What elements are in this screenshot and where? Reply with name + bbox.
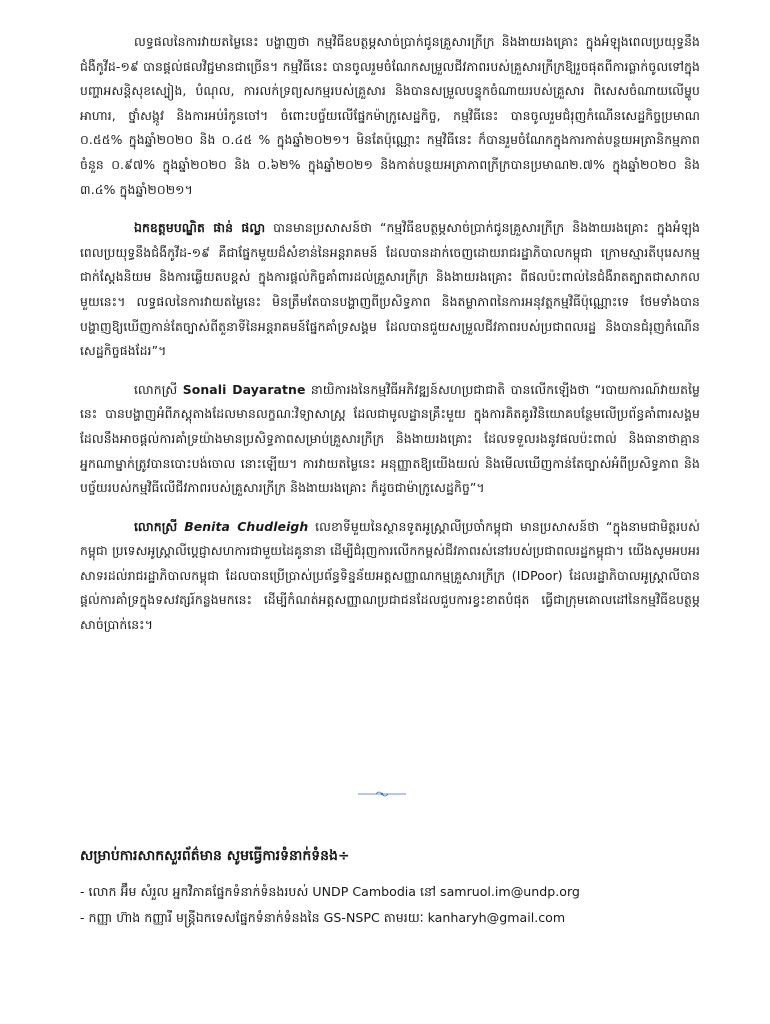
contact-section [80, 845, 720, 933]
speaker-name-undp: Sonali Dayaratne [182, 381, 306, 397]
paragraph-minister-quote [80, 216, 700, 364]
press-release-body [80, 30, 700, 652]
paragraph-evaluation-results [80, 30, 700, 202]
speaker-name-australia: Benita Chudleigh [184, 518, 309, 534]
paragraph-text: នាយិការងនៃកម្មវិធីអភិវឌ្ឍន៍សហប្រជាជាតិ បានលើកឡើងថា “របាយការណ៍វាយតម្លៃនេះ បានបង្ហាញអំពីភស្តុតាងដែលមានលក្ខណៈវិទ្យាសាស្ត្រ ដែលជាមូលដ្ឋានគ្រឹះមួយ ក្នុងការគិតគូរវិនិយោគបន្ថែមលើប្រព័ន្ធគាំពារសង្គម ដែលនឹងអាចផ្តល់ការគាំទ្រយ៉ាងមានប្រសិទ្ធភាពសម្រាប់គ្រួសារក្រីក្រ និងងាយរងគ្រោះ ដែលទទួលរងនូវផលប៉ះពាល់ និងធានាថាគ្មានអ្នកណាម្នាក់ត្រូវបានបោះបង់ចោល នោះឡើយ។ ការវាយតម្លៃនេះ អនុញ្ញាតឱ្យយើងយល់ និងមើលឃើញកាន់តែច្បាស់អំពីប្រសិទ្ធភាព និងបច្ច័យរបស់កម្មវិធីលើជីវភាពរបស់គ្រួសារក្រីក្រ និងងាយរងគ្រោះ ក៏ដូចជាម៉ាក្រូសេដ្ឋកិច្ច”។ [80, 381, 700, 496]
paragraph-text: លេខាទីមួយនៃស្ថានទូតអូស្ត្រាលីប្រចាំកម្ពុជា មានប្រសាសន៍ថា “ក្នុងនាមជាមិត្តរបស់កម្ពុជា ប្រទេសអូស្ត្រាលីប្តេជ្ញាសហការជាមួយដៃគូនានា ដើម្បីជំរុញការលើកកម្ពស់ជីវភាពរស់នៅរបស់ប្រជាពលរដ្ឋកម្ពុជា។ យើងសូមអបអរសាទរដល់រាជរដ្ឋាភិបាលកម្ពុជា ដែលបានប្រើប្រាស់ប្រព័ន្ធទិន្នន័យអត្តសញ្ញាណកម្មគ្រួសារក្រីក្រ (IDPoor) ដែលរដ្ឋាភិបាលអូស្ត្រាលីបានផ្តល់ការគាំទ្រក្នុងទសវត្សរ៍កន្លងមកនេះ ដើម្បីកំណត់អត្តសញ្ញាណប្រជាជនដែលជួបការខ្វះខាតបំផុត ធ្វើជាក្រុមគោលដៅនៃកម្មវិធីឧបត្ថម្ភសាច់ប្រាក់នេះ។ [80, 518, 700, 633]
paragraph-text: បានមានប្រសាសន៍ថា “កម្មវិធីឧបត្ថម្ភសាច់ប្រាក់ជូនគ្រួសារក្រីក្រ និងងាយរងគ្រោះ ក្នុងអំឡុងពេលប្រយុទ្ធនឹងជំងឺកូវីដ-១៩ គឺជាផ្នែកមួយដ៏សំខាន់នៃអន្តរាគមន៍ ដែលបានដាក់ចេញដោយរាជរដ្ឋាភិបាលកម្ពុជា ក្រោមស្មារតីបុរេសកម្ម ជាក់ស្តែងនិយម និងការឆ្លើយតបខ្ពស់ ក្នុងការផ្តល់កិច្ចគាំពារដល់គ្រួសារក្រីក្រ និងងាយរងគ្រោះ ពីផលប៉ះពាល់នៃជំងឺរាតត្បាតជាសាកលមួយនេះ។ លទ្ធផលនៃការវាយតម្លៃនេះ មិនត្រឹមតែបានបង្ហាញពីប្រសិទ្ធភាព និងតម្លាភាពនៃការអនុវត្តកម្មវិធីប៉ុណ្ណោះទេ ថែមទាំងបានបង្ហាញឱ្យឃើញកាន់តែច្បាស់ពីតួនាទីនៃអន្តរាគមន៍ផ្នែកគាំទ្រសង្គម ដែលបានជួយសម្រួលជីវភាពរបស់ប្រជាពលរដ្ឋ និងបានជំរុញកំណើនសេដ្ឋកិច្ចផងដែរ”។ [80, 220, 701, 359]
paragraph-australia-quote [80, 515, 700, 638]
speaker-title-australia: លោកស្រី [134, 518, 178, 534]
contact-line-gsnspc: - កញ្ញា ហ៊ាង កញ្ញារី មន្ត្រីឯកទេសផ្នែកទំនាក់ទំនងនៃ GS-NSPC តាមរយៈ kanharyh@gmail.com [80, 910, 566, 925]
ornamental-divider-icon [358, 790, 406, 798]
contact-title: សម្រាប់ការសាកសួរព័ត៌មាន សូមធ្វើការទំនាក់ទំនង÷ [80, 848, 350, 864]
speaker-name-minister: ឯកឧត្តមបណ្ឌិត ផាន់ ផល្លា [134, 220, 266, 236]
paragraph-undp-quote [80, 378, 700, 501]
contact-line-undp: - លោក អ៊ឹម សំរួល អ្នកវិភាគផ្នែកទំនាក់ទំនងរបស់ UNDP Cambodia នៅ samruol.im@undp.org [80, 884, 580, 899]
paragraph-text: លទ្ធផលនៃការវាយតម្លៃនេះ បង្ហាញថា កម្មវិធីឧបត្ថម្ភសាច់ប្រាក់ជូនគ្រួសារក្រីក្រ និងងាយរងគ្រោះ ក្នុងអំឡុងពេលប្រយុទ្ធនឹងជំងឺកូវីដ-១៩ បានផ្តល់ផលវិជ្ជមានជាច្រើន។ កម្មវិធីនេះ បានចូលរួមចំណែកសម្រួលជីវភាពរបស់គ្រួសារក្រីក្រឱ្យរួចផុតពីការធ្លាក់ចូលទៅក្នុងបញ្ហាអសន្តិសុខស្បៀង, បំណុល, ការលក់ទ្រព្យសកម្មរបស់គ្រួសារ និងបានសម្រួលបន្ទុកចំណាយរបស់គ្រួសារ ពិសេសចំណាយលើម្ហូបអាហារ, ថ្នាំសង្កូវ និងការអប់រំកូនចៅ។ ចំពោះបច្ច័យលើផ្នែកម៉ាក្រូសេដ្ឋកិច្ច, កម្មវិធីនេះ បានចូលរួមជំរុញកំណើនសេដ្ឋកិច្ចប្រមាណ ០.៥៥% ក្នុងឆ្នាំ២០២០ និង ០.៤៥ % ក្នុងឆ្នាំ២០២១។ មិនតែប៉ុណ្ណោះ កម្មវិធីនេះ ក៏បានរួមចំណែកក្នុងការកាត់បន្ថយអត្រានិកម្មភាពចំនួន ០.៩៧% ក្នុងឆ្នាំ២០២០ និង ០.៦២% ក្នុងឆ្នាំ២០២១ និងកាត់បន្ថយអត្រាភាពក្រីក្របានប្រមាណ២.៧% ក្នុងឆ្នាំ២០២០ និង ៣.៤% ក្នុងឆ្នាំ២០២១។ [80, 34, 700, 197]
speaker-title-undp: លោកស្រី [134, 381, 183, 397]
